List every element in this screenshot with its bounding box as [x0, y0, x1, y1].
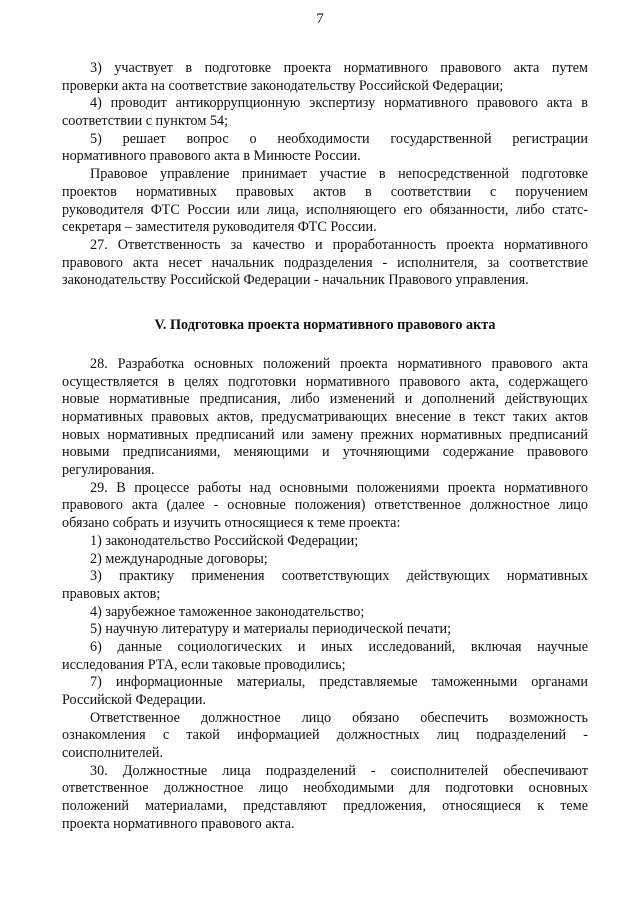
paragraph — [62, 568, 588, 603]
paragraph — [62, 166, 588, 237]
paragraph — [62, 604, 588, 622]
paragraph-line: секретаря – заместителя руководителя ФТС России. — [62, 219, 377, 236]
paragraph — [62, 639, 588, 674]
paragraph — [62, 480, 588, 533]
paragraph — [62, 551, 588, 569]
paragraph — [62, 674, 588, 709]
paragraph-line: ознакомления с такой информацией должностных лиц подразделений - — [62, 727, 588, 744]
paragraph-line: 30. Должностные лица подразделений - соисполнителей обеспечивают — [90, 762, 588, 779]
paragraph-line: ответственное должностное лицо необходимыми для подготовки основных — [62, 780, 588, 797]
paragraph-line: 3) практику применения соответствующих действующих нормативных — [90, 568, 588, 585]
paragraph-line: 29. В процессе работы над основными положениями проекта нормативного — [90, 479, 588, 496]
paragraph-line: законодательству Российской Федерации - начальник Правового управления. — [62, 272, 529, 289]
paragraph-line: соисполнителей. — [62, 745, 164, 762]
paragraph-line: 2) международные договоры; — [90, 550, 268, 567]
paragraph-line: положений материалами, представляют предложения, относящиеся к теме — [62, 798, 588, 815]
paragraph — [62, 621, 588, 639]
paragraphs-after-heading — [62, 356, 588, 834]
paragraph-line: 3) участвует в подготовке проекта нормативного правового акта путем — [90, 60, 588, 76]
paragraph — [62, 356, 588, 480]
section-heading: V. Подготовка проекта нормативного правового акта — [154, 316, 496, 333]
paragraphs-before-heading — [62, 60, 588, 290]
paragraph-line: руководителя ФТС России или лица, исполняющего его обязанности, либо статс- — [62, 201, 588, 218]
paragraph-line: регулирования. — [62, 462, 155, 479]
paragraph-line: осуществляется в целях подготовки нормативного правового акта, содержащего — [62, 373, 588, 390]
paragraph — [62, 763, 588, 834]
paragraph-line: проекта нормативного правового акта. — [62, 815, 295, 832]
paragraph-line: 28. Разработка основных положений проекта нормативного правового акта — [90, 355, 588, 372]
paragraph-line: обязано собрать и изучить относящиеся к теме проекта: — [62, 515, 401, 532]
paragraph-line: нормативного правового акта в Минюсте России. — [62, 148, 361, 165]
paragraph-line: 5) научную литературу и материалы периодической печати; — [90, 621, 452, 638]
paragraph-line: Ответственное должностное лицо обязано обеспечить возможность — [90, 709, 588, 726]
paragraph-line: 6) данные социологических и иных исследований, включая научные — [90, 638, 588, 655]
paragraph-line: Правовое управление принимает участие в непосредственной подготовке — [90, 166, 588, 183]
paragraph-line: правовых актов; — [62, 585, 161, 602]
paragraph-line: проверки акта на соответствие законодательству Российской Федерации; — [62, 77, 504, 94]
document-body — [62, 60, 588, 834]
paragraph-line: нормативных правовых актов, предусматривающих внесение в текст таких актов — [62, 409, 588, 425]
paragraph-line: 4) проводит антикоррупционную экспертизу нормативного правового акта в — [90, 95, 588, 112]
paragraph-line: 4) зарубежное таможенное законодательство; — [90, 603, 365, 620]
paragraph — [62, 237, 588, 290]
paragraph-line: проектов нормативных правовых актов в соответствии с поручением — [62, 183, 588, 200]
paragraph — [62, 95, 588, 130]
paragraph-line: 27. Ответственность за качество и проработанность проекта нормативного — [90, 236, 588, 253]
paragraph-line: правового акта (далее - основные положения) ответственное должностное лицо — [62, 497, 588, 514]
paragraph-line: соответствии с пунктом 54; — [62, 113, 229, 130]
page-number: 7 — [316, 11, 324, 27]
paragraph — [62, 533, 588, 551]
paragraph-line: новыми предписаниями, меняющими и уточняющими содержание правового — [62, 444, 588, 461]
paragraph — [62, 131, 588, 166]
paragraph-line: правового акта несет начальник подразделения - исполнителя, за соответствие — [62, 254, 588, 271]
paragraph-line: новые нормативные предписания, либо изменений и дополнений действующих — [62, 391, 588, 408]
paragraph — [62, 710, 588, 763]
paragraph-line: 1) законодательство Российской Федерации; — [90, 532, 359, 549]
paragraph — [62, 60, 588, 95]
paragraph-line: новых нормативных предписаний или замену прежних нормативных предписаний — [62, 426, 588, 443]
paragraph-line: 5) решает вопрос о необходимости государственной регистрации — [90, 130, 588, 147]
paragraph-line: Российской Федерации. — [62, 692, 207, 708]
paragraph-line: исследования РТА, если таковые проводились; — [62, 656, 346, 673]
paragraph-line: 7) информационные материалы, представляемые таможенными органами — [90, 674, 588, 691]
